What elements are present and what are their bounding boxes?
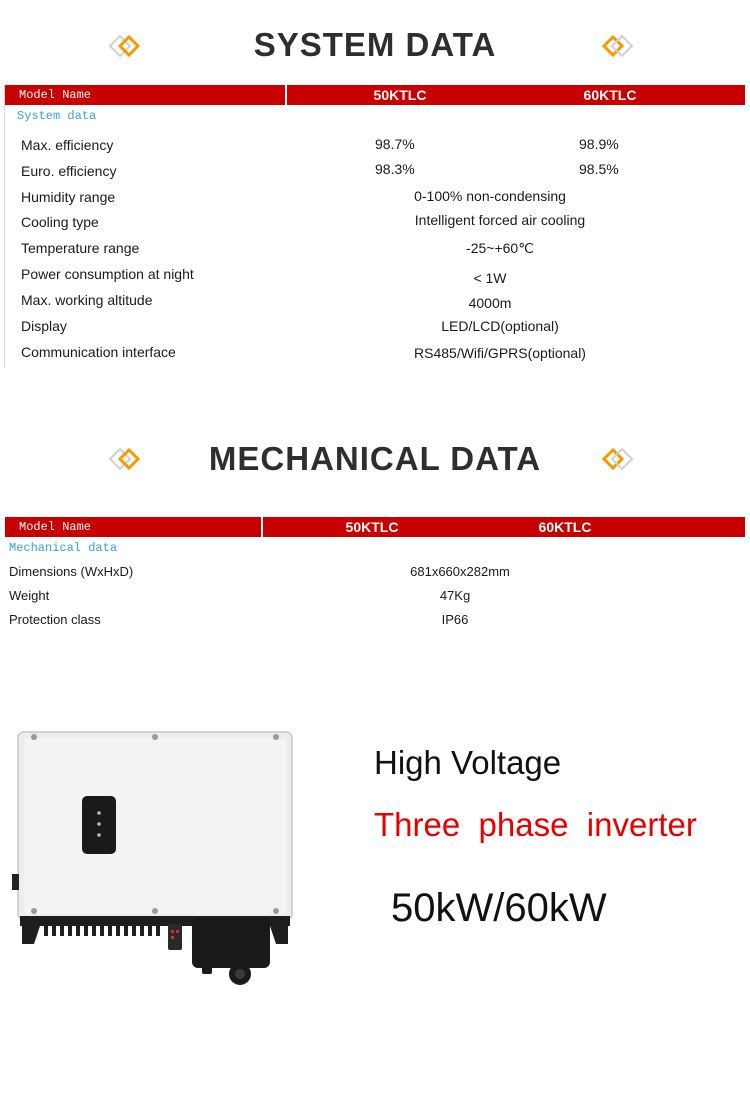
row-value: IP66 xyxy=(441,612,469,627)
row-label: Cooling type xyxy=(21,214,99,230)
row-label: Weight xyxy=(9,588,50,603)
table-left-border xyxy=(4,85,5,367)
row-value: 4000m xyxy=(468,295,512,311)
row-value: Intelligent forced air cooling xyxy=(414,212,586,228)
row-label: Euro. efficiency xyxy=(21,163,117,179)
row-label: Max. efficiency xyxy=(21,137,114,153)
model-50ktlc: 50KTLC xyxy=(373,87,427,103)
promo-three-phase-inverter: Three phase inverter xyxy=(374,806,697,843)
mechanical-table-header xyxy=(5,517,745,537)
row-value: LED/LCD(optional) xyxy=(441,318,559,334)
inverter-product-image xyxy=(10,728,300,990)
row-value-60ktlc: 98.9% xyxy=(579,136,619,152)
model-name-label: Model Name xyxy=(19,88,92,102)
row-value: 681x660x282mm xyxy=(410,564,510,579)
row-value: RS485/Wifi/GPRS(optional) xyxy=(414,345,586,361)
row-label: Protection class xyxy=(9,612,101,627)
model-60ktlc: 60KTLC xyxy=(583,87,637,103)
system-data-title: SYSTEM DATA xyxy=(253,26,497,63)
row-label: Display xyxy=(21,318,67,334)
header-divider xyxy=(285,85,287,105)
row-value-50ktlc: 98.7% xyxy=(375,136,415,152)
row-label: Max. working altitude xyxy=(21,292,153,308)
model-60ktlc: 60KTLC xyxy=(538,519,592,535)
row-value-60ktlc: 98.5% xyxy=(579,161,619,177)
header-divider xyxy=(261,517,263,537)
model-50ktlc: 50KTLC xyxy=(345,519,399,535)
row-value: -25~+60℃ xyxy=(466,240,534,256)
row-label: Temperature range xyxy=(21,240,140,256)
row-label: Dimensions (WxHxD) xyxy=(9,564,134,579)
system-data-sublabel: System data xyxy=(17,109,97,123)
row-label: Communication interface xyxy=(21,344,176,360)
promo-high-voltage: High Voltage xyxy=(374,744,562,781)
system-table-header xyxy=(5,85,745,105)
row-value: 0-100% non-condensing xyxy=(414,188,566,204)
row-label: Power consumption at night xyxy=(21,266,194,282)
diamond-ornament-icon xyxy=(600,34,634,58)
diamond-ornament-icon xyxy=(600,447,634,471)
model-name-label: Model Name xyxy=(19,520,92,534)
row-value: < 1W xyxy=(473,270,507,286)
row-value-50ktlc: 98.3% xyxy=(375,161,415,177)
mechanical-data-title: MECHANICAL DATA xyxy=(208,440,542,477)
mechanical-data-sublabel: Mechanical data xyxy=(9,541,118,555)
row-label: Humidity range xyxy=(21,189,116,205)
row-value: 47Kg xyxy=(439,588,471,603)
promo-power-rating: 50kW/60kW xyxy=(391,886,607,930)
